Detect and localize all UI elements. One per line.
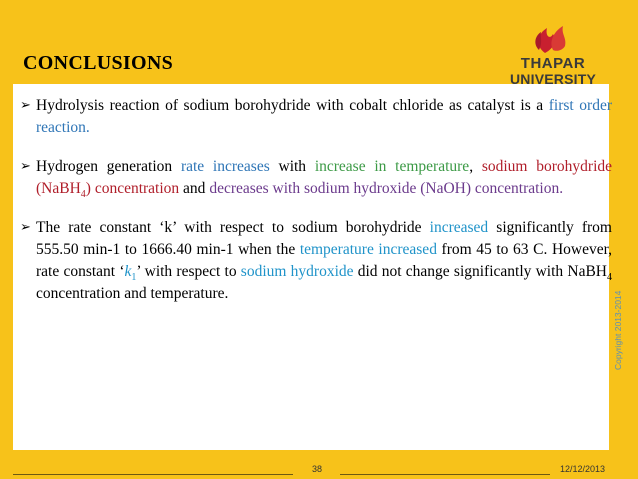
arrow-bullet-icon: ➢ [20, 159, 31, 174]
arrow-bullet-icon: ➢ [20, 98, 31, 113]
footer [0, 450, 638, 479]
bullet-text-segment: sodium hydroxide [240, 263, 354, 280]
bullet-text-segment: from 45 to 63 C. However, rate constant ‘ [36, 241, 613, 280]
arrow-bullet-icon: ➢ [20, 220, 31, 235]
bullet-text-segment: first order reaction. [36, 97, 613, 136]
bullet-text-segment: increased [429, 219, 489, 236]
flame-icon [523, 20, 571, 54]
bullet-text-segment: Hydrolysis reaction of sodium borohydride with cobalt chloride as catalyst is a [36, 97, 549, 114]
bullet-text-segment: 4 [607, 272, 612, 284]
bullet-text-segment: 4 [80, 189, 86, 201]
bullet-text-segment: rate increases [180, 158, 270, 175]
bullet-text-segment: sodium borohydride (NaBH [36, 158, 613, 197]
bullet-text-segment: ’ with respect to [136, 263, 241, 280]
bullet-item [20, 156, 612, 200]
footer-line-left [13, 474, 293, 475]
bullet-text-segment: concentration and temperature. [36, 285, 229, 302]
bullet-list [20, 95, 612, 322]
bullet-text-segment: The rate constant ‘k’ with respect to sodium borohydride [36, 219, 430, 236]
copyright-text: Copyright 2013-2014 [613, 290, 623, 370]
bullet-item [20, 217, 612, 305]
bullet-text-segment: and [179, 180, 210, 197]
university-logo [493, 20, 613, 86]
footer-date: 12/12/2013 [560, 464, 606, 474]
logo-line1: THAPAR [520, 55, 586, 72]
bullet-text-segment: , [469, 158, 482, 175]
bullet-text-segment: ) concentration [85, 180, 180, 197]
bullet-text-segment: increase in temperature [314, 158, 470, 175]
bullet-text-segment: did not change significantly with NaBH [353, 263, 607, 280]
bullet-text-segment: temperature increased [299, 241, 437, 258]
slide-title: CONCLUSIONS [23, 52, 173, 74]
bullet-text-segment: significantly from 555.50 min-1 to 1666.40 min-1 when the [36, 219, 612, 258]
bullet-text-segment: with [269, 158, 315, 175]
footer-line-mid [340, 474, 550, 475]
logo-line2: UNIVERSITY [509, 71, 596, 87]
bullet-item [20, 95, 612, 139]
bullet-text-segment: 1 [131, 272, 137, 284]
page-number: 38 [312, 464, 323, 474]
bullet-text-segment: k [124, 263, 132, 280]
bullet-text-segment: Hydrogen generation [36, 158, 181, 175]
bullet-text-segment: decreases with sodium hydroxide (NaOH) concentration. [209, 180, 564, 197]
